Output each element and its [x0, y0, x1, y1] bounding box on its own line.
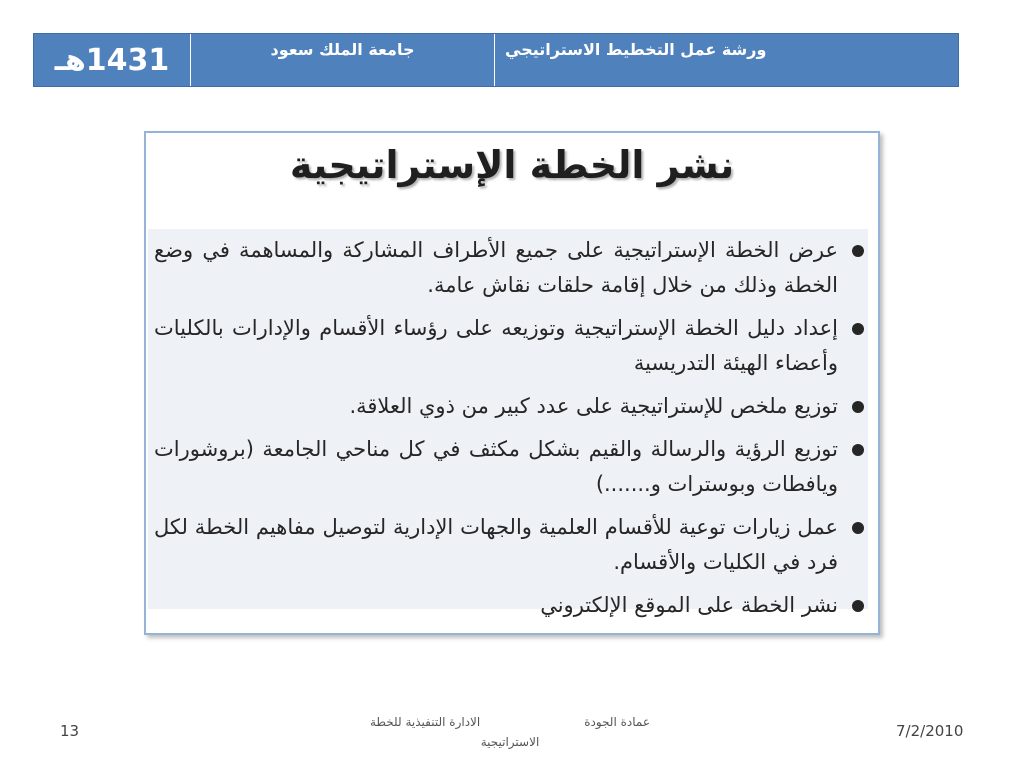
bullet-dot-icon — [852, 444, 864, 456]
bullet-dot-icon — [852, 245, 864, 257]
list-item — [154, 311, 864, 381]
bullet-text: عرض الخطة الإستراتيجية على جميع الأطراف المشاركة والمساهمة في وضع الخطة وذلك من خلال إقامة حلقات نقاش عامة. — [154, 238, 838, 297]
header-workshop-title: ورشة عمل التخطيط الاستراتيجي — [505, 40, 767, 59]
bullet-text: نشر الخطة على الموقع الإلكتروني — [540, 593, 838, 617]
list-item — [154, 233, 864, 303]
footer-admin-line1: الادارة التنفيذية للخطة — [370, 715, 481, 729]
bullet-dot-icon — [852, 600, 864, 612]
list-item — [154, 432, 864, 502]
list-item — [154, 510, 864, 580]
slide-title: نشر الخطة الإستراتيجية — [289, 143, 735, 187]
bullet-dot-icon — [852, 323, 864, 335]
footer-center-text — [370, 712, 650, 752]
header-bar — [33, 33, 959, 87]
bullet-text: توزيع ملخص للإستراتيجية على عدد كبير من ذوي العلاقة. — [349, 394, 838, 418]
header-university-name: جامعة الملك سعود — [190, 34, 495, 86]
footer-date: 7/2/2010 — [896, 722, 964, 740]
bullet-text: عمل زيارات توعية للأقسام العلمية والجهات الإدارية لتوصيل مفاهيم الخطة لكل فرد في الكليات والأقسام. — [154, 515, 838, 574]
bullet-text: توزيع الرؤية والرسالة والقيم بشكل مكثف في كل مناحي الجامعة (بروشورات ويافطات وبوسترات و.......) — [154, 437, 838, 496]
footer-page-number: 13 — [60, 722, 80, 740]
footer-deanship: عمادة الجودة — [584, 715, 650, 729]
bullet-list — [154, 233, 864, 631]
bullet-dot-icon — [852, 522, 864, 534]
bullet-text: إعداد دليل الخطة الإستراتيجية وتوزيعه على رؤساء الأقسام والإدارات بالكليات وأعضاء الهيئة التدريسية — [154, 316, 838, 375]
bullet-dot-icon — [852, 401, 864, 413]
list-item — [154, 588, 864, 623]
list-item — [154, 389, 864, 424]
header-year: 1431هـ — [54, 42, 170, 78]
slide-content-box — [144, 131, 880, 635]
footer-admin-line2: الاستراتيجية — [480, 735, 540, 749]
